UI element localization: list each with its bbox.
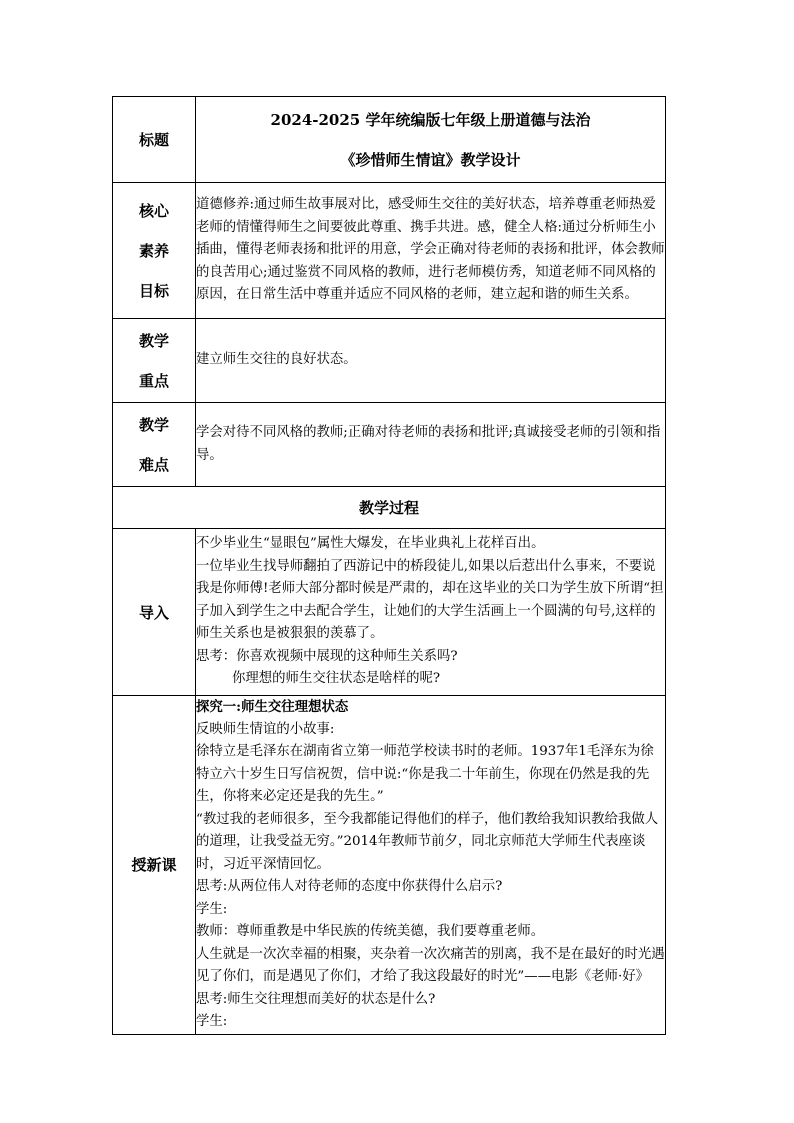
new-lesson-content xyxy=(196,696,666,1035)
intro-label: 导入 xyxy=(138,603,169,622)
title-label: 标题 xyxy=(138,131,169,149)
new-lesson-line: 学生: xyxy=(196,1014,228,1029)
difficulty-label-line: 难点 xyxy=(138,455,169,474)
new-lesson-line: 人生就是一次次幸福的相聚，夹杂着一次次痛苦的别离，我不是在最好的时光遇见了你们，而是遇见了你们，才给了我这段最好的时光”——电影《老师·好》 xyxy=(196,946,665,984)
difficulty-label-line: 教学 xyxy=(138,415,169,434)
key-point-label-line: 重点 xyxy=(138,371,169,390)
intro-label-cell xyxy=(113,529,196,696)
lesson-plan-table xyxy=(112,96,666,1035)
document-title-line2: 《珍惜师生情谊》教学设计 xyxy=(340,150,521,169)
process-title-row xyxy=(113,487,666,529)
new-lesson-line: 反映师生情谊的小故事: xyxy=(196,721,335,737)
new-lesson-line: 学生: xyxy=(196,901,228,917)
new-lesson-label-cell xyxy=(113,696,196,1035)
title-row xyxy=(113,97,666,183)
new-lesson-line: 思考:从两位伟人对待老师的态度中你获得什么启示? xyxy=(196,879,503,894)
goals-label-line: 核心 xyxy=(138,201,169,220)
intro-line: 不少毕业生“显眼包”属性大爆发，在毕业典礼上花样百出。 xyxy=(196,536,545,552)
intro-line: 一位毕业生找导师翻拍了西游记中的桥段徒儿,如果以后惹出什么事来，不要说我是你师傅!老师大部分都时候是严肃的，却在这毕业的关口为学生放下所谓“担子加入到学生之中去配合学生，让她们的大学生活画上一个圆满的句号,这样的师生关系也是被狠狠的羡慕了。 xyxy=(196,558,664,642)
new-lesson-label: 授新课 xyxy=(131,856,177,875)
title-cell xyxy=(196,97,666,183)
new-lesson-line: 徐特立是毛泽东在湖南省立第一师范学校读书时的老师。1937年1毛泽东为徐特立六十岁生日写信祝贺，信中说:“你是我二十年前生，你现在仍然是我的先生，你将来必定还是我的先生。” xyxy=(196,744,654,804)
new-lesson-line: 教师：尊师重教是中华民族的传统美德，我们要尊重老师。 xyxy=(196,924,545,939)
key-point-text: 建立师生交往的良好状态。 xyxy=(196,319,666,403)
difficulty-label-cell xyxy=(113,403,196,487)
goals-row xyxy=(113,183,666,319)
goals-label-line: 素养 xyxy=(138,241,169,260)
goals-label-cell xyxy=(113,183,196,319)
intro-content xyxy=(196,529,666,696)
intro-row xyxy=(113,529,666,696)
new-lesson-line: “教过我的老师很多，至今我都能记得他们的样子，他们教给我知识教给我做人的道理，让我受益无穷。”2014年教师节前夕，同北京师范大学师生代表座谈时，习近平深情回忆。 xyxy=(196,811,659,872)
title-label-cell xyxy=(113,97,196,183)
goals-label-line: 目标 xyxy=(138,281,169,300)
goals-text: 道德修养:通过师生故事展对比，感受师生交往的美好状态，培养尊重老师热爱老师的情懂得师生之间要彼此尊重、携手共进。感，健全人格:通过分析师生小插曲，懂得老师表扬和批评的用意，学会正确对待老师的表扬和批评，体会教师的良苦用心;通过鉴赏不同风格的教师，进行老师模仿秀，知道老师不同风格的原因，在日常生活中尊重并适应不同风格的老师，建立起和谐的师生关系。 xyxy=(196,183,666,319)
new-lesson-line: 思考:师生交往理想而美好的状态是什么? xyxy=(196,991,436,1007)
key-point-label-line: 教学 xyxy=(138,331,169,350)
new-lesson-heading: 探究一:师生交往理想状态 xyxy=(196,699,349,715)
process-title: 教学过程 xyxy=(113,487,666,529)
key-point-label-cell xyxy=(113,319,196,403)
intro-indent-line: 你理想的师生交往状态是啥样的呢? xyxy=(232,671,441,687)
difficulty-text: 学会对待不同风格的教师;正确对待老师的表扬和批评;真诚接受老师的引领和指导。 xyxy=(196,403,666,487)
document-title-line1: 2024-2025 学年统编版七年级上册道德与法治 xyxy=(270,110,591,129)
intro-line: 思考：你喜欢视频中展现的这种师生关系吗? xyxy=(196,648,458,664)
difficulty-row xyxy=(113,403,666,487)
key-point-row xyxy=(113,319,666,403)
new-lesson-row xyxy=(113,696,666,1035)
